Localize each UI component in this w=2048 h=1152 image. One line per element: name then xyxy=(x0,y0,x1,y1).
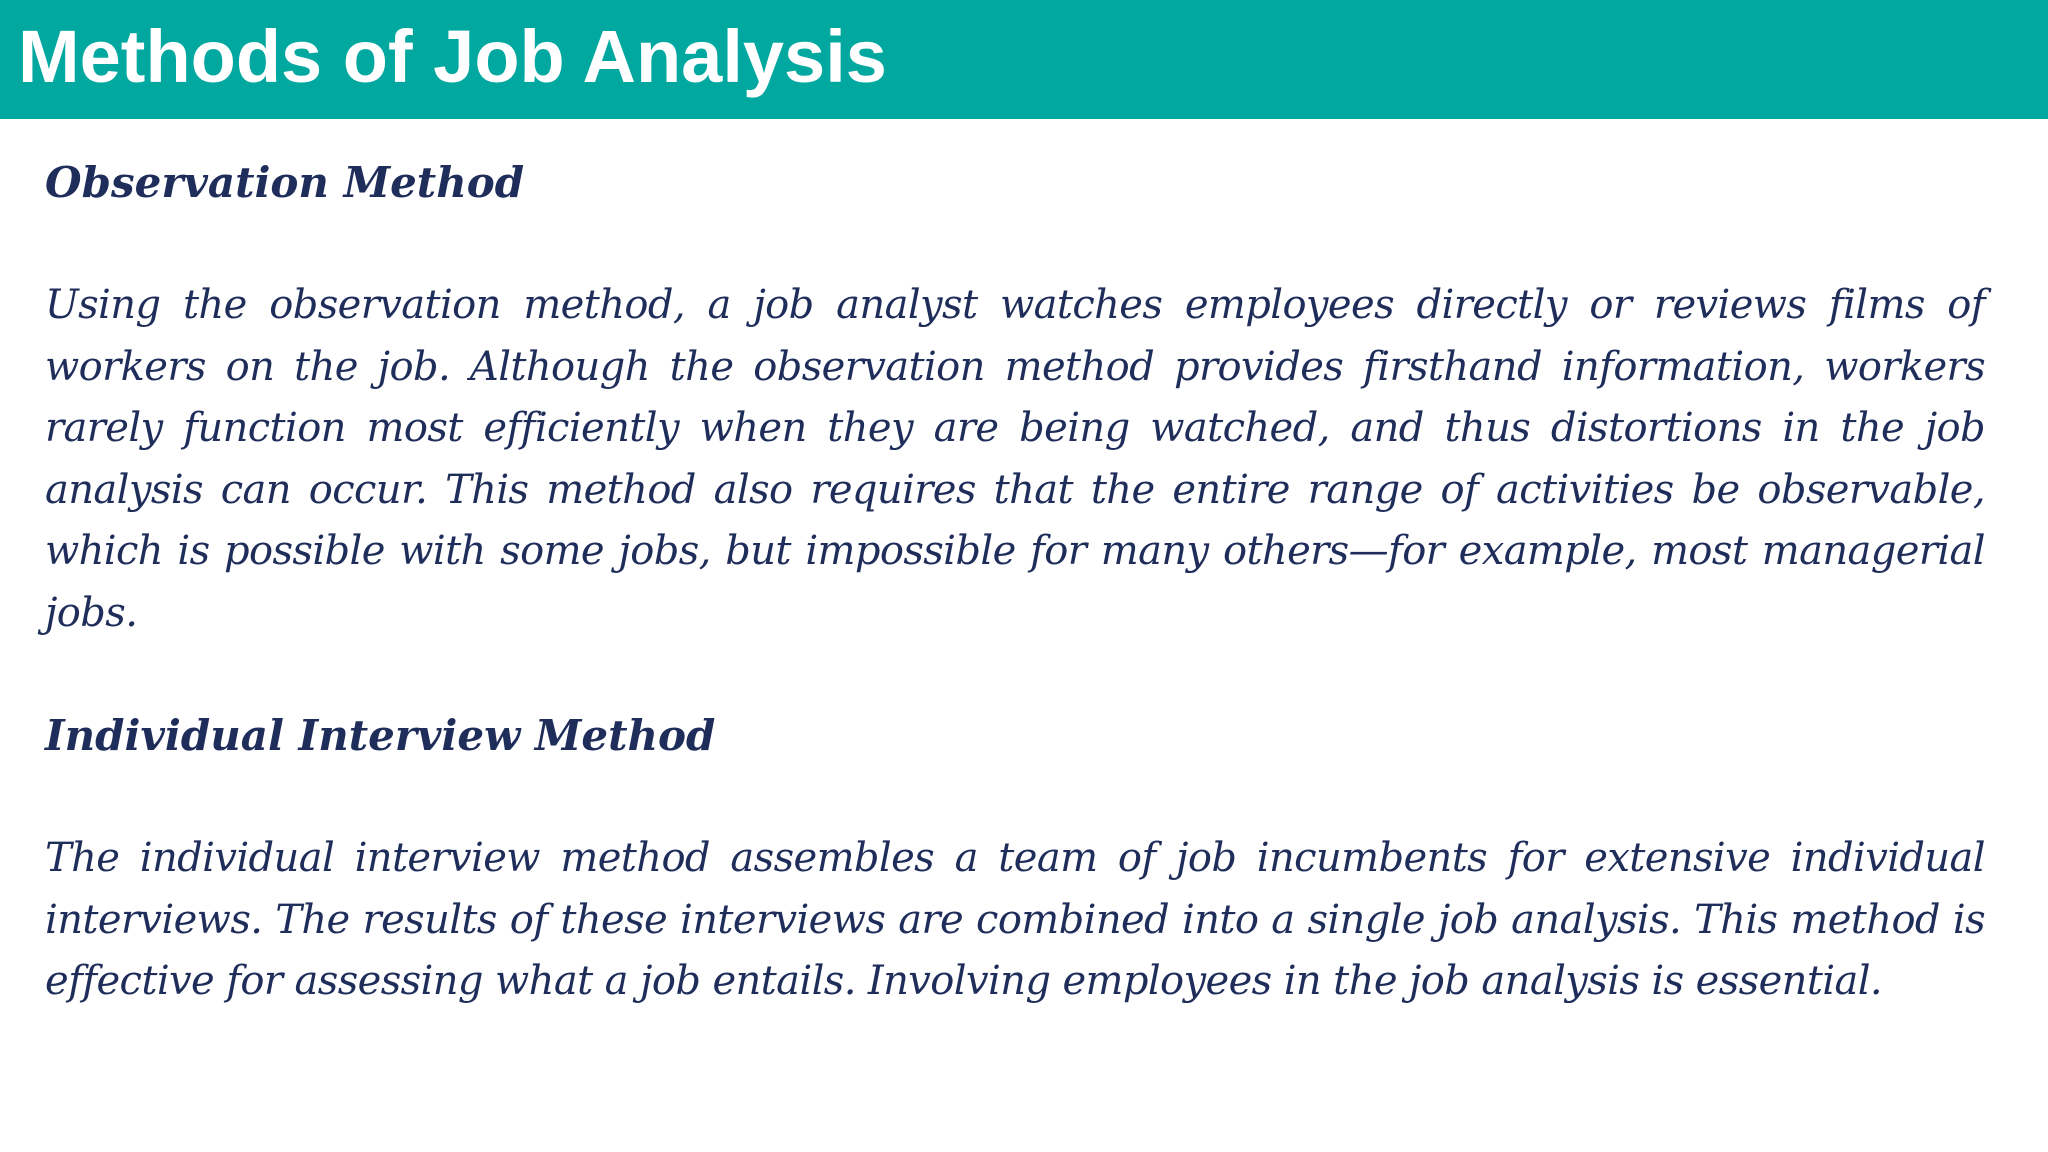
slide-content xyxy=(45,152,1985,1013)
section-observation-method xyxy=(45,152,1985,644)
slide-title: Methods of Job Analysis xyxy=(18,15,887,98)
section-heading: Individual Interview Method xyxy=(45,711,716,760)
section-individual-interview-method xyxy=(45,705,1985,1013)
section-heading: Observation Method xyxy=(45,158,525,207)
title-bar xyxy=(0,0,2048,119)
section-body: Using the observation method, a job analyst watches employees directly or reviews films of workers on the job. Although the observation method provides firsthand information, workers rarely function most efficiently when they are being watched, and thus distortions in the job analysis can occur. This method also requires that the entire range of activities be observable, which is possible with some jobs, but impossible for many others—for example, most managerial jobs. xyxy=(45,282,1985,636)
section-body: The individual interview method assembles a team of job incumbents for extensive individual interviews. The results of these interviews are combined into a single job analysis. This method is effective for assessing what a job entails. Involving employees in the job analysis is essential. xyxy=(45,835,1985,1004)
